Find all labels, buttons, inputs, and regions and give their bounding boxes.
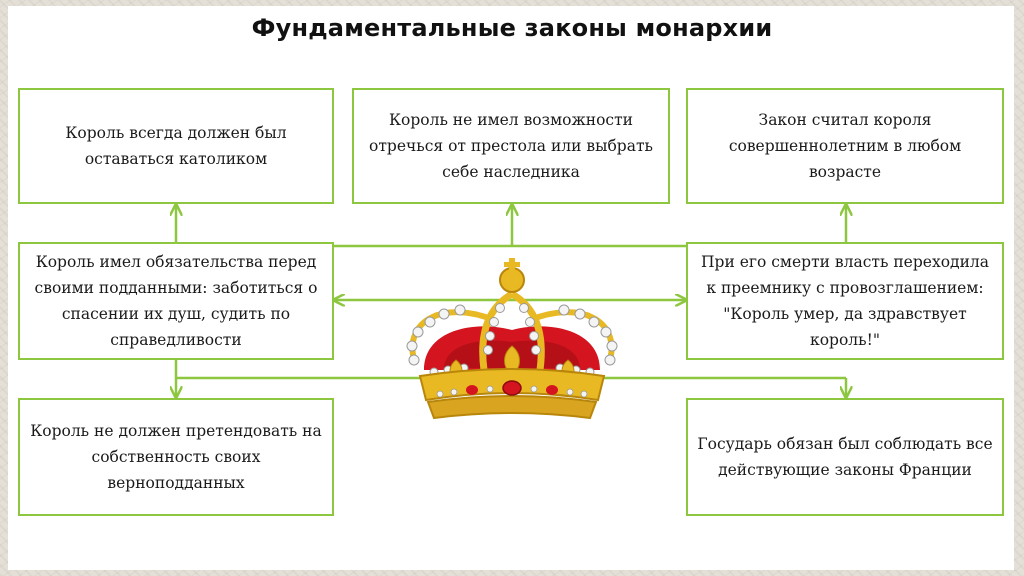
box-middle-right-text: При его смерти власть переходила к преемнику с провозглашением: "Король умер, да здравствует король!": [701, 253, 989, 349]
box-bottom-right-text: Государь обязан был соблюдать все действующие законы Франции: [697, 435, 993, 479]
box-middle-left-text: Король имел обязательства перед своими подданными: заботиться о спасении их душ, судить по справедливости: [34, 253, 318, 349]
box-middle-right: [686, 242, 1004, 360]
box-bottom-left-text: Король не должен претендовать на собственность своих верноподданных: [30, 422, 322, 492]
box-top-center-text: Король не имел возможности отречься от престола или выбрать себе наследника: [369, 111, 653, 181]
page-title: Фундаментальные законы монархии: [251, 14, 773, 42]
crown-icon: [384, 250, 640, 440]
box-top-right-text: Закон считал короля совершеннолетним в любом возрасте: [728, 111, 962, 181]
box-top-left-text: Король всегда должен был оставаться католиком: [65, 124, 287, 168]
box-middle-left: [18, 242, 334, 360]
box-bottom-left: [18, 398, 334, 516]
box-top-center: [352, 88, 670, 204]
box-top-left: [18, 88, 334, 204]
box-bottom-right: [686, 398, 1004, 516]
box-top-right: [686, 88, 1004, 204]
